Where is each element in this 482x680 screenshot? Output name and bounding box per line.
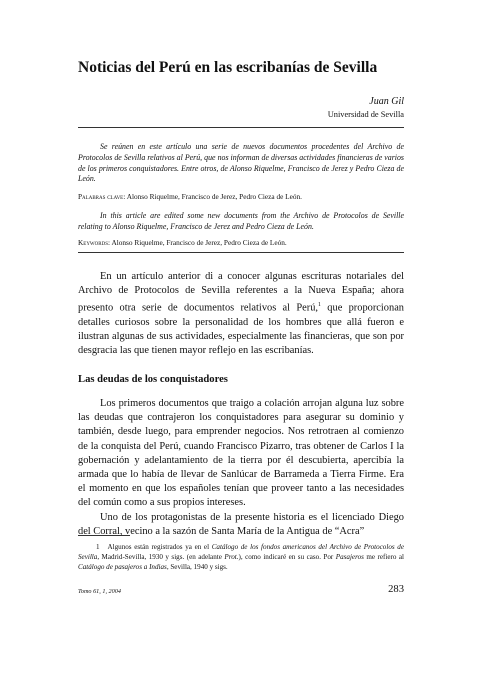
intro-paragraph: En un artículo anterior di a conocer algunas escrituras notariales del Archivo de Protocolos de Sevilla referentes a la Nueva España; ahora presento otra serie de documentos relativos al Perú,$^1$ que proporcionan detalles curiosos sobre la personalidad de los hombres que allá fueron e ilustran algunas de sus actividades, especialmente las financieras, que son por desgracia las que tienen mayor reflejo en las escribanías. — [78, 271, 404, 357]
author-affiliation: Universidad de Sevilla — [327, 110, 404, 119]
abstract-spanish: Se reúnen en este artículo una serie de nuevos documentos procedentes del Archivo de Protocolos de Sevilla relativos al Perú, que nos informan de diversas actividades financieras de varios de los primeros conquistadores. Entre otros, de Alonso Riquelme, Francisco de Jerez y Pedro Cieza de León. — [78, 142, 404, 184]
keywords-spanish — [78, 192, 404, 202]
footnote: 1 Algunos están registrados ya en el Catálogo de los fondos americanos del Archivo de Protocolos de Sevilla, Madrid-Sevilla, 1930 y sigs. (en adelante Prot.), como indicaré en su caso. Por Pasajeros me refiero al Catálogo de pasajeros a Indias, Sevilla, 1940 y sigs. — [78, 543, 404, 571]
bottom-rule — [78, 252, 404, 253]
keywords-label-spanish: Palabras clave: — [78, 192, 126, 201]
intro-body — [78, 270, 404, 359]
keywords-text-spanish: Alonso Riquelme, Francisco de Jerez, Pedro Cieza de León. — [126, 192, 302, 201]
page-number: 283 — [388, 584, 404, 595]
section-heading: Las deudas de los conquistadores — [78, 374, 228, 385]
journal-volume: Tomo 61, 1, 2004 — [78, 588, 121, 595]
footnote-ref: 1 — [318, 302, 321, 309]
keywords-label-english: Keywords: — [78, 238, 111, 247]
author-name: Juan Gil — [369, 96, 404, 107]
footnote-rule — [78, 535, 130, 536]
abstract-english: In this article are edited some new documents from the Archivo de Protocolos de Seville relating to Alonso Riquelme, Francisco de Jerez and Pedro Cieza de León. — [78, 211, 404, 231]
keywords-english — [78, 238, 404, 248]
section-paragraph-2: Uno de los protagonistas de la presente historia es el licenciado Diego del Corral, vecino a la sazón de Santa María de la Antigua de “Acra” — [78, 511, 404, 537]
top-rule — [78, 127, 404, 128]
keywords-text-english: Alonso Riquelme, Francisco de Jerez, Pedro Cieza de León. — [111, 238, 287, 247]
article-title: Noticias del Perú en las escribanías de Sevilla — [78, 59, 378, 76]
section-body — [78, 397, 404, 539]
footnote-number: 1 — [96, 543, 100, 551]
section-paragraph-1: Los primeros documentos que traigo a colación arrojan alguna luz sobre las deudas que contrajeron los conquistadores para asegurar su dominio y también, desde luego, para emprender negocios. Nos retrotraen al comienzo de la conquista del Perú, cuando Francisco Pizarro, tras obtener de Carlos I la gobernación y adelantamiento de la tierra por él descubierta, apercibía la armada que lo había de llevar de Sanlúcar de Barrameda a Tierra Firme. Era el momento en que los españoles tenían que proveer tanto a las necesidades del común como a sus propios intereses. — [78, 398, 404, 509]
